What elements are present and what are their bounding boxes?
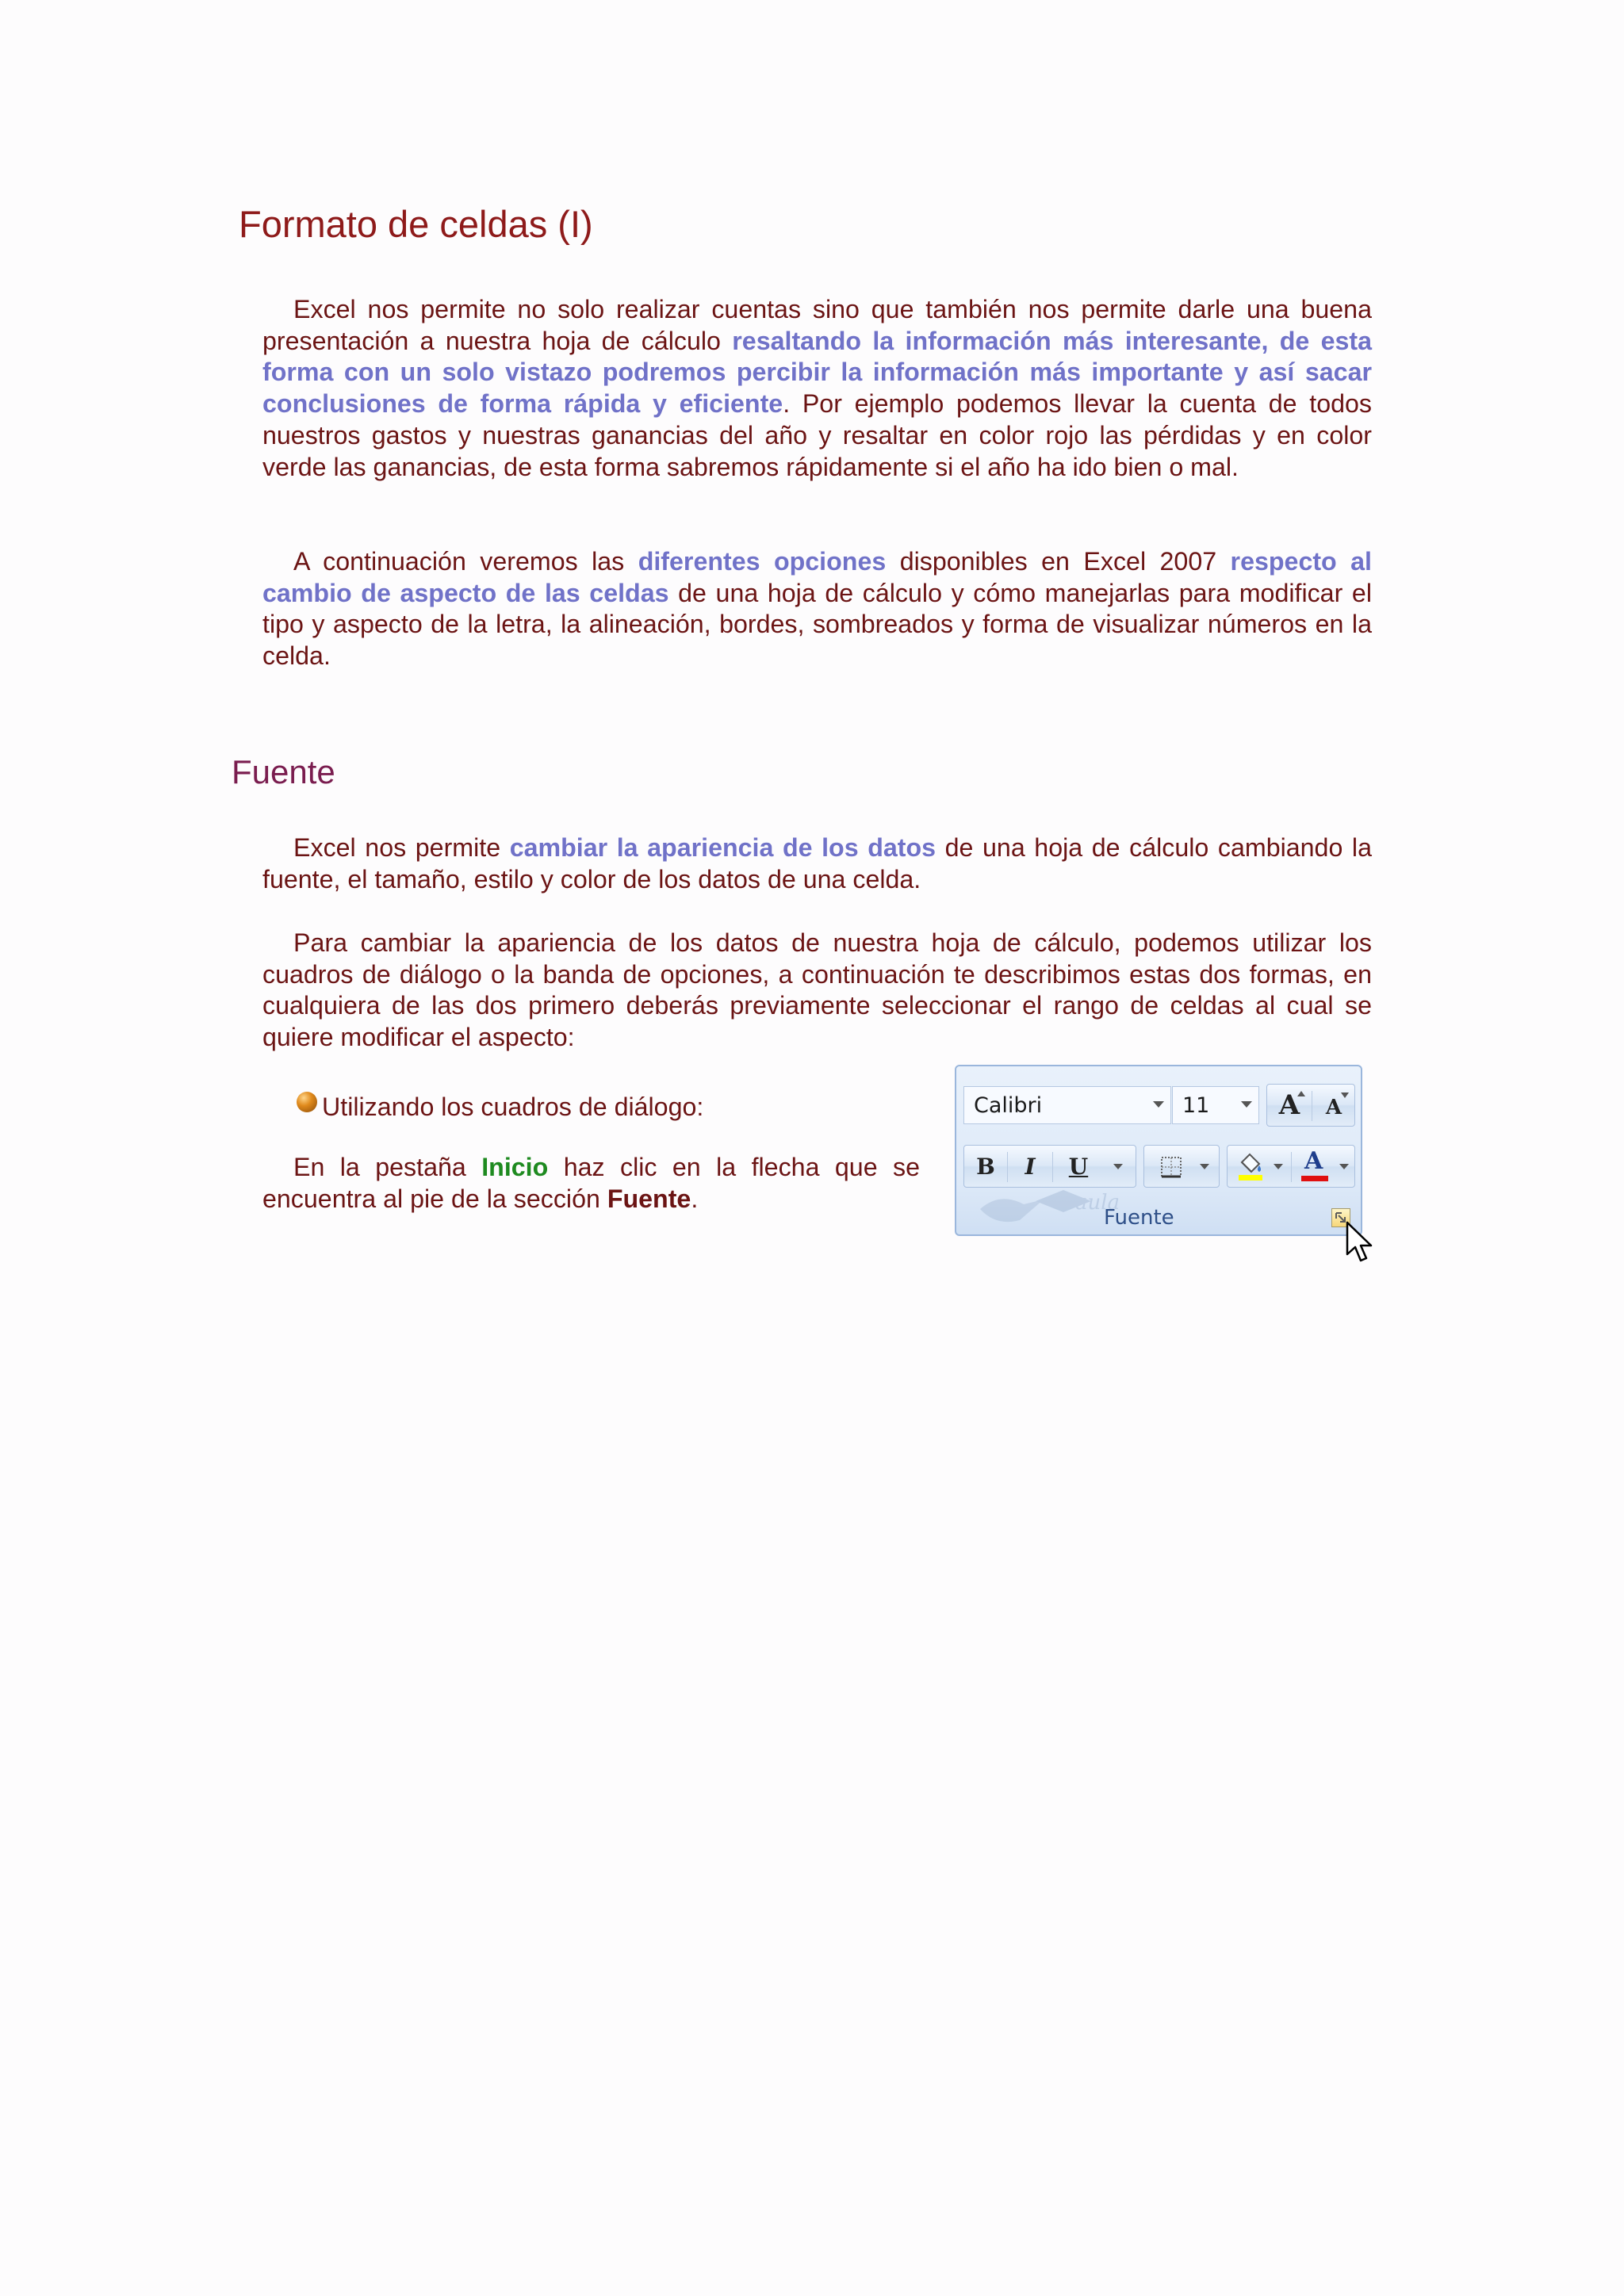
paint-bucket-icon (1237, 1151, 1264, 1181)
grow-font-button[interactable] (1267, 1085, 1312, 1126)
font-name-value: Calibri (974, 1093, 1043, 1118)
highlighted-phrase: respecto al cambio de aspecto de las celdas (262, 547, 1372, 607)
triangle-down-icon (1341, 1093, 1349, 1098)
triangle-up-icon (1297, 1091, 1305, 1096)
italic-button[interactable] (1008, 1146, 1052, 1187)
shrink-font-icon: A (1325, 1096, 1342, 1119)
bullet-text: Utilizando los cuadros de diálogo: (322, 1092, 704, 1121)
intro-paragraph-1: Excel nos permite no solo realizar cuentas sino que también nos permite darle una buena presentación a nuestra hoja de cálculo resaltando la información más interesante, de esta forma con un solo vistazo podremos percibir la información más importante y así sacar conclusiones de forma rápida y eficiente. Por ejemplo podemos llevar la cuenta de todos nuestros gastos y nuestras ganancias del año y resaltar en color rojo las pérdidas y en color verde las ganancias, de esta forma sabremos rápidamente si el año ha ido bien o mal. (262, 295, 1373, 481)
highlighted-phrase: cambiar la apariencia de los datos (509, 833, 936, 862)
font-size-combo[interactable] (1172, 1086, 1259, 1124)
fuente-paragraph-2: Para cambiar la apariencia de los datos de nuestra hoja de cálculo, podemos utilizar los cuadros de diálogo o la banda de opciones, a continuación te describimos estas dos formas, en cualquiera de las dos primero deberás previamente seleccionar el rango de celdas al cual se quiere modificar el aspecto: (262, 928, 1372, 1052)
keyword-fuente: Fuente (607, 1184, 691, 1213)
underline-icon: U (1068, 1153, 1089, 1180)
bullet-ball-icon (297, 1092, 317, 1112)
chevron-down-icon[interactable] (1274, 1164, 1283, 1169)
chevron-down-icon[interactable] (1153, 1101, 1164, 1108)
color-buttons (1227, 1145, 1355, 1188)
intro-paragraph-2: A continuación veremos las diferentes opciones disponibles en Excel 2007 respecto al cambio de aspecto de las celdas de una hoja de cálculo y cómo manejarlas para modificar el tipo y aspecto de la letra, la alineación, bordes, sombreados y forma de visualizar números en la celda. (262, 547, 1372, 671)
font-name-combo[interactable] (963, 1086, 1171, 1124)
chevron-down-icon[interactable] (1113, 1164, 1123, 1169)
font-color-bar (1301, 1176, 1328, 1182)
bullet-item (297, 1089, 703, 1125)
bold-button[interactable] (964, 1146, 1007, 1187)
chevron-down-icon[interactable] (1241, 1101, 1252, 1108)
shrink-font-button[interactable] (1312, 1085, 1355, 1126)
section-heading-fuente: Fuente (232, 753, 335, 790)
highlighted-phrase: diferentes opciones (638, 547, 887, 576)
font-size-buttons (1266, 1084, 1355, 1127)
page-title: Formato de celdas (I) (239, 203, 593, 245)
ribbon-font-group (955, 1065, 1362, 1236)
underline-button[interactable] (1053, 1146, 1104, 1187)
fuente-paragraph-3: En la pestaña Inicio haz clic en la flecha que se encuentra al pie de la sección Fuente. (262, 1153, 921, 1213)
mouse-pointer-icon (1345, 1221, 1373, 1265)
chevron-down-icon[interactable] (1200, 1164, 1209, 1169)
grow-font-icon: A (1278, 1089, 1300, 1121)
fill-color-button[interactable] (1228, 1146, 1291, 1187)
bold-icon: B (976, 1153, 995, 1180)
fill-color-bar (1239, 1175, 1262, 1181)
text-style-buttons (963, 1145, 1136, 1188)
borders-icon (1160, 1156, 1182, 1178)
group-label: Fuente (1104, 1206, 1174, 1230)
keyword-inicio: Inicio (481, 1153, 549, 1181)
font-size-value: 11 (1182, 1093, 1210, 1118)
italic-icon: I (1025, 1153, 1036, 1180)
borders-button[interactable] (1143, 1145, 1220, 1188)
fuente-paragraph-1: Excel nos permite cambiar la apariencia de los datos de una hoja de cálculo cambiando la fuente, el tamaño, estilo y color de los datos de una celda. (262, 833, 1372, 894)
highlighted-phrase: resaltando la información más interesante, de esta forma con un solo vistazo podremos percibir la información más importante y así sacar conclusiones de forma rápida y eficiente (262, 326, 1373, 419)
chevron-down-icon[interactable] (1339, 1164, 1349, 1169)
watermark-text: aula (1075, 1191, 1120, 1215)
font-color-button[interactable] (1292, 1146, 1355, 1187)
font-color-icon: A (1304, 1147, 1323, 1175)
